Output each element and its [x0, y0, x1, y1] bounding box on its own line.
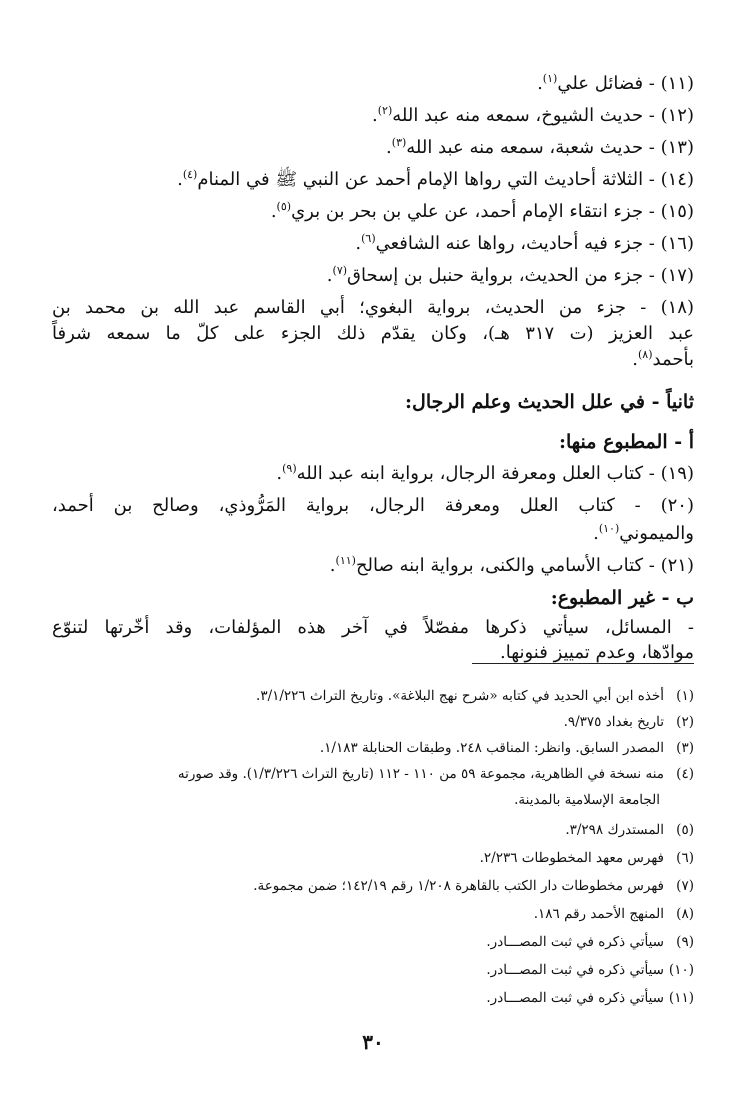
list-item: (١٥) - جزء انتقاء الإمام أحمد، عن علي بن بحر بن بري$^{(٥)}$. [270, 200, 694, 222]
list-item-continued: والميموني$^{(١٠)}$. [593, 522, 694, 544]
list-item: (١٧) - جزء من الحديث، برواية حنبل بن إسحاق$^{(٧)}$. [326, 264, 694, 286]
footnote: (٦)فهرس معهد المخطوطات ٢/٢٣٦. [479, 850, 694, 866]
footnote: (١)أخذه ابن أبي الحديد في كتابه «شرح نهج البلاغة». وتاريخ التراث ٣/١/٢٢٦. [256, 688, 694, 704]
footnote-divider [472, 663, 694, 664]
list-item: (١٢) - حديث الشيوخ، سمعه منه عبد الله$^{(٢)}$. [371, 104, 694, 126]
list-item: - المسائل، سيأتي ذكرها مفصّلاً في آخر هذه المؤلفات، وقد أخّرتها لتنوّع [52, 617, 694, 638]
footnote: (٩)سيأتي ذكره في ثبت المصـــادر. [486, 934, 694, 950]
section-heading: ثانياً - في علل الحديث وعلم الرجال: [405, 391, 694, 413]
list-item: (١٤) - الثلاثة أحاديث التي رواها الإمام أحمد عن النبي ﷺ في المنام$^{(٤)}$. [177, 168, 694, 190]
list-item-continued: موادّها، وعدم تمييز فنونها. [500, 642, 694, 663]
footnote: (١١)سيأتي ذكره في ثبت المصـــادر. [486, 990, 694, 1006]
list-item-continued: عبد العزيز (ت ٣١٧ هـ)، وكان يقدّم ذلك الجزء على كلّ ما سمعه شرفاً [52, 323, 694, 344]
footnote: (٧)فهرس مخطوطات دار الكتب بالقاهرة ١/٢٠٨ رقم ١٤٢/١٩؛ ضمن مجموعة. [253, 878, 694, 894]
list-item: (١٦) - جزء فيه أحاديث، رواها عنه الشافعي$^{(٦)}$. [355, 232, 694, 254]
list-item: (٢٠) - كتاب العلل ومعرفة الرجال، برواية المَرُّوذي، وصالح بن أحمد، [52, 495, 694, 516]
footnote-continued: الجامعة الإسلامية بالمدينة. [514, 792, 660, 808]
footnote: (٨)المنهج الأحمد رقم ١٨٦. [533, 906, 694, 922]
footnote: (٢)تاريخ بغداد ٩/٣٧٥. [563, 714, 694, 730]
list-item: (١١) - فضائل علي$^{(١)}$. [537, 72, 694, 94]
list-item-continued: بأحمد$^{(٨)}$. [632, 348, 694, 370]
footnote: (٥)المستدرك ٣/٢٩٨. [565, 822, 694, 838]
page-number: ٣٠ [362, 1030, 384, 1054]
list-item: (١٩) - كتاب العلل ومعرفة الرجال، برواية ابنه عبد الله$^{(٩)}$. [276, 462, 694, 484]
footnote: (١٠)سيأتي ذكره في ثبت المصـــادر. [486, 962, 694, 978]
footnote: (٣)المصدر السابق. وانظر: المناقب ٢٤٨. وطبقات الحنابلة ١/١٨٣. [319, 740, 694, 756]
subheading-unprinted: ب - غير المطبوع: [550, 587, 694, 609]
subheading-printed: أ - المطبوع منها: [558, 431, 694, 453]
list-item: (١٣) - حديث شعبة، سمعه منه عبد الله$^{(٣)}$. [386, 136, 694, 158]
list-item: (٢١) - كتاب الأسامي والكنى، برواية ابنه صالح$^{(١١)}$. [329, 554, 694, 576]
footnote: (٤)منه نسخة في الظاهرية، مجموعة ٥٩ من ١١٠ - ١١٢ (تاريخ التراث ١/٣/٢٢٦). وقد صورته [177, 766, 694, 782]
list-item: (١٨) - جزء من الحديث، برواية البغوي؛ أبي القاسم عبد الله بن محمد بن [52, 297, 694, 318]
